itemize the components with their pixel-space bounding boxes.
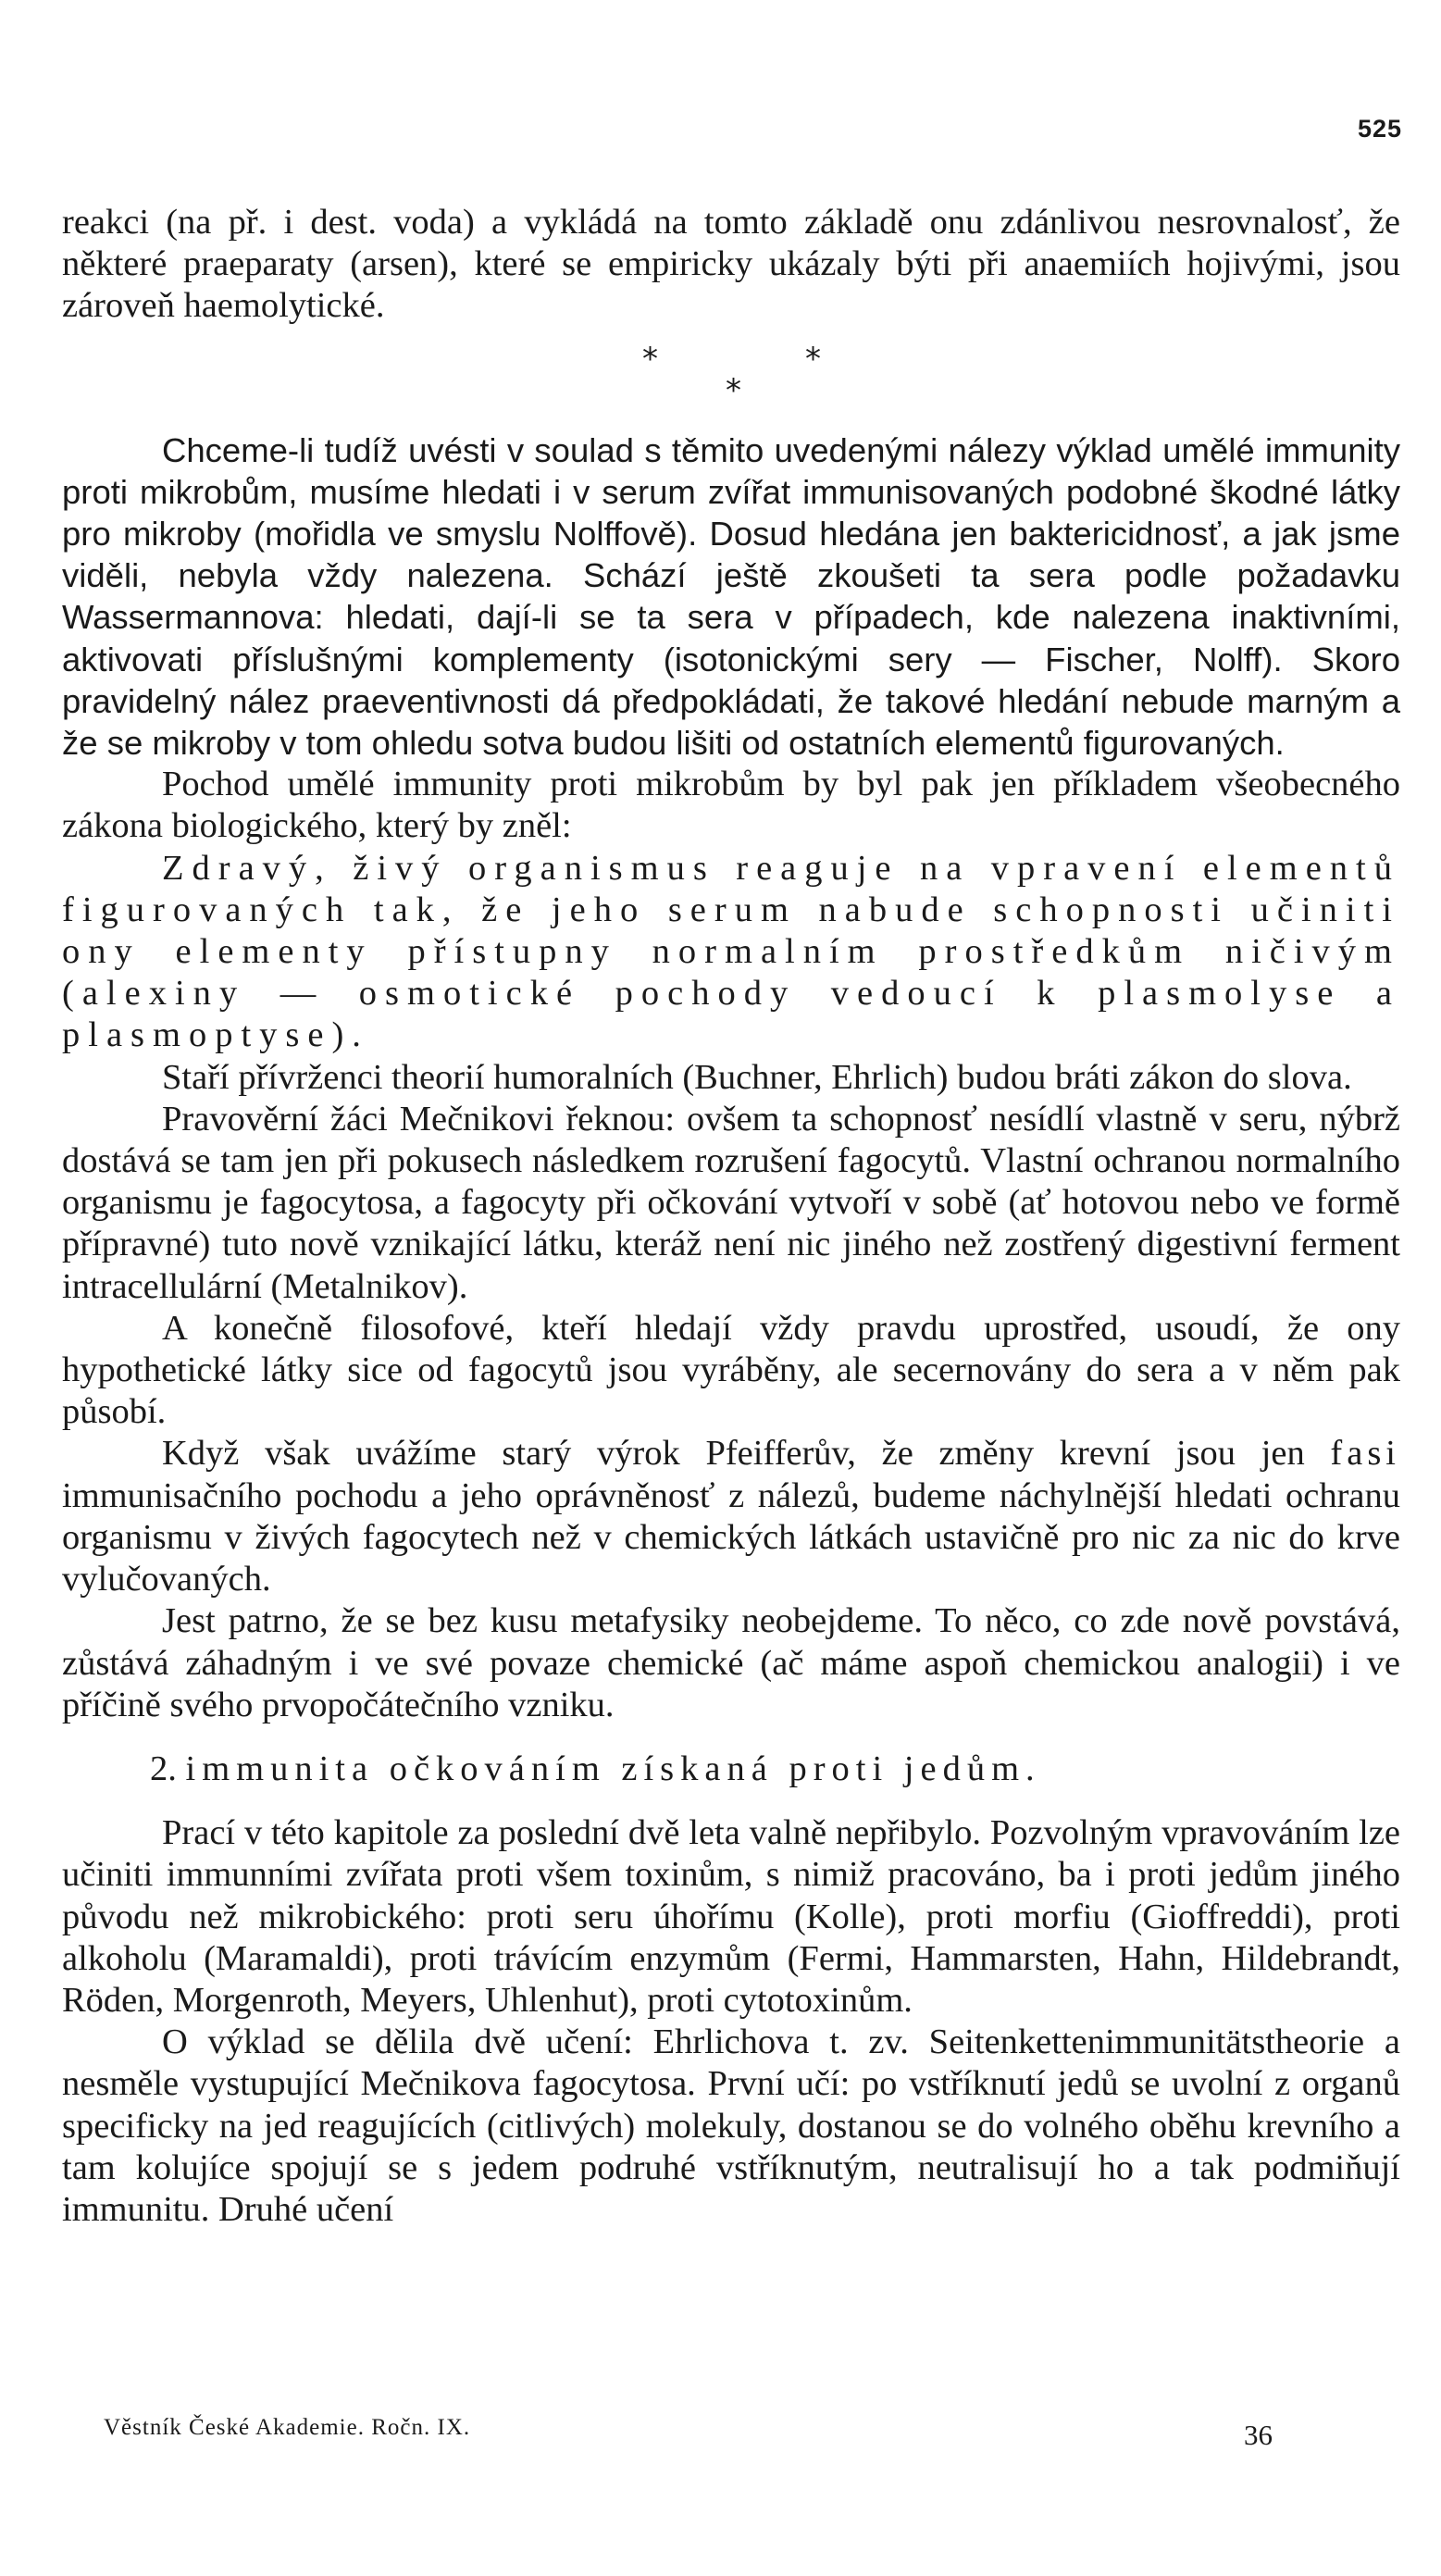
paragraph: Jest patrno, že se bez kusu metafysiky neobejdeme. To něco, co zde nově povstává, zůstává záhadným i ve své povaze chemické (ač máme aspoň chemickou analogii) i ve příčině svého prvopočátečního vzniku.: [62, 1601, 1400, 1724]
paragraph: [62, 1433, 1400, 1600]
paragraph: Pravověrní žáci Mečnikovi řeknou: ovšem ta schopnosť nesídlí vlastně v seru, nýbrž dostává se tam jen při pokusech následkem rozrušení fagocytů. Vlastní ochranou normalního organismu je fagocytosa, a fagocyty při očkování vytvoří v sobě (ať hotovou nebo ve formě přípravné) tuto nově vznikající látku, kteráž není nic jiného než zostřený digestivní ferment intracellulární (Metalnikov).: [62, 1099, 1400, 1306]
paragraph: Prací v této kapitole za poslední dvě leta valně nepřibylo. Pozvolným vpravováním lze učiniti immunními zvířata proti všem toxinům, s nimiž pracováno, ba i proti jedům jiného původu než mikrobického: proti seru úhořímu (Kolle), proti morfiu (Gioffreddi), proti alkoholu (Maramaldi), proti trávícím enzymům (Fermi, Hammarsten, Hahn, Hildebrandt, Röden, Morgenroth, Meyers, Uhlenhut), proti cytotoxinům.: [62, 1813, 1400, 2020]
paragraph-text: Když však uvážíme starý výrok Pfeifferův, že změny krevní jsou jen: [162, 1434, 1305, 1474]
paragraph-continuation: reakci (na př. i dest. voda) a vykládá na tomto základě onu zdánlivou nesrovnalosť, že některé praeparaty (arsen), které se empiricky ukázaly býti při anaemiích hojivými, jsou zároveň haemolytické.: [62, 203, 1400, 326]
law-statement: Zdravý, živý organismus reaguje na vpravení elementů figurovaných tak, že jeho serum nabude schopnosti učiniti ony elementy přístupny normalním prostředkům ničivým (alexiny — osmotické pochody vedoucí k plasmolyse a plasmoptyse).: [62, 848, 1400, 1055]
section-number: 2.: [150, 1748, 177, 1788]
section-heading: [62, 1748, 1400, 1790]
paragraph: Chceme-li tudíž uvésti v soulad s těmito uvedenými nálezy výklad umělé immunity proti mikrobům, musíme hledati i v serum zvířat immunisovaných podobné škodné látky pro mikroby (mořidla ve smyslu Nolffově). Dosud hledána jen baktericidnosť, a jak jsme viděli, nebyla vždy nalezena. Schází ještě zkoušeti ta sera podle požadavku Wassermannova: hledati, dají-li se ta sera v případech, kde nalezena inaktivními, aktivovati příslušnými komplementy (isotonickými sery — Fischer, Nolff). Skoro pravidelný nález praeventivnosti dá předpokládati, že takové hledání nebude marným a že se mikroby v tom ohledu sotva budou lišiti od ostatních elementů figurovaných.: [62, 430, 1400, 763]
separator-asterisk: *: [805, 340, 821, 378]
paragraph-text: immunisačního pochodu a jeho oprávněnosť z nálezů, budeme náchylnější hledati ochranu organismu v živých fagocytech než v chemických látkách ustavičně pro nic za nic do krve vylučovaných.: [62, 1475, 1400, 1599]
footer-signature: 36: [1244, 2419, 1273, 2451]
page-number: 525: [1357, 115, 1402, 143]
paragraph: A konečně filosofové, kteří hledají vždy pravdu uprostřed, usoudí, že ony hypothetické látky sice od fagocytů jsou vyráběny, ale secernovány do sera a v něm pak působí.: [62, 1308, 1400, 1432]
footer-journal: Věstník České Akademie. Ročn. IX.: [104, 2415, 471, 2440]
paragraph: Staří přívrženci theorií humoralních (Buchner, Ehrlich) budou bráti zákon do slova.: [162, 1057, 1352, 1097]
paragraph: O výklad se dělila dvě učení: Ehrlichova t. zv. Seitenkettenimmunitätstheorie a nesměle vystupující Mečnikova fagocytosa. První učí: po vstříknutí jedů se uvolní z organů specificky na jed reagujících (citlivých) molekuly, dostanou se do volného oběhu krevního a tam kolujíce spojují se s jedem podruhé vstříknutým, neutralisují ho a tak podmiňují immunitu. Druhé učení: [62, 2022, 1400, 2229]
separator-asterisk: *: [726, 371, 741, 409]
section-title: immunita očkováním získaná proti jedům.: [185, 1748, 1041, 1788]
paragraph: Pochod umělé immunity proti mikrobům by byl pak jen příkladem všeobecného zákona biologického, který by zněl:: [62, 765, 1400, 846]
section-separator: [62, 328, 1400, 429]
separator-asterisk: *: [642, 340, 658, 378]
emphasized-word: fasi: [1330, 1434, 1400, 1474]
body-text: [62, 202, 1400, 2231]
